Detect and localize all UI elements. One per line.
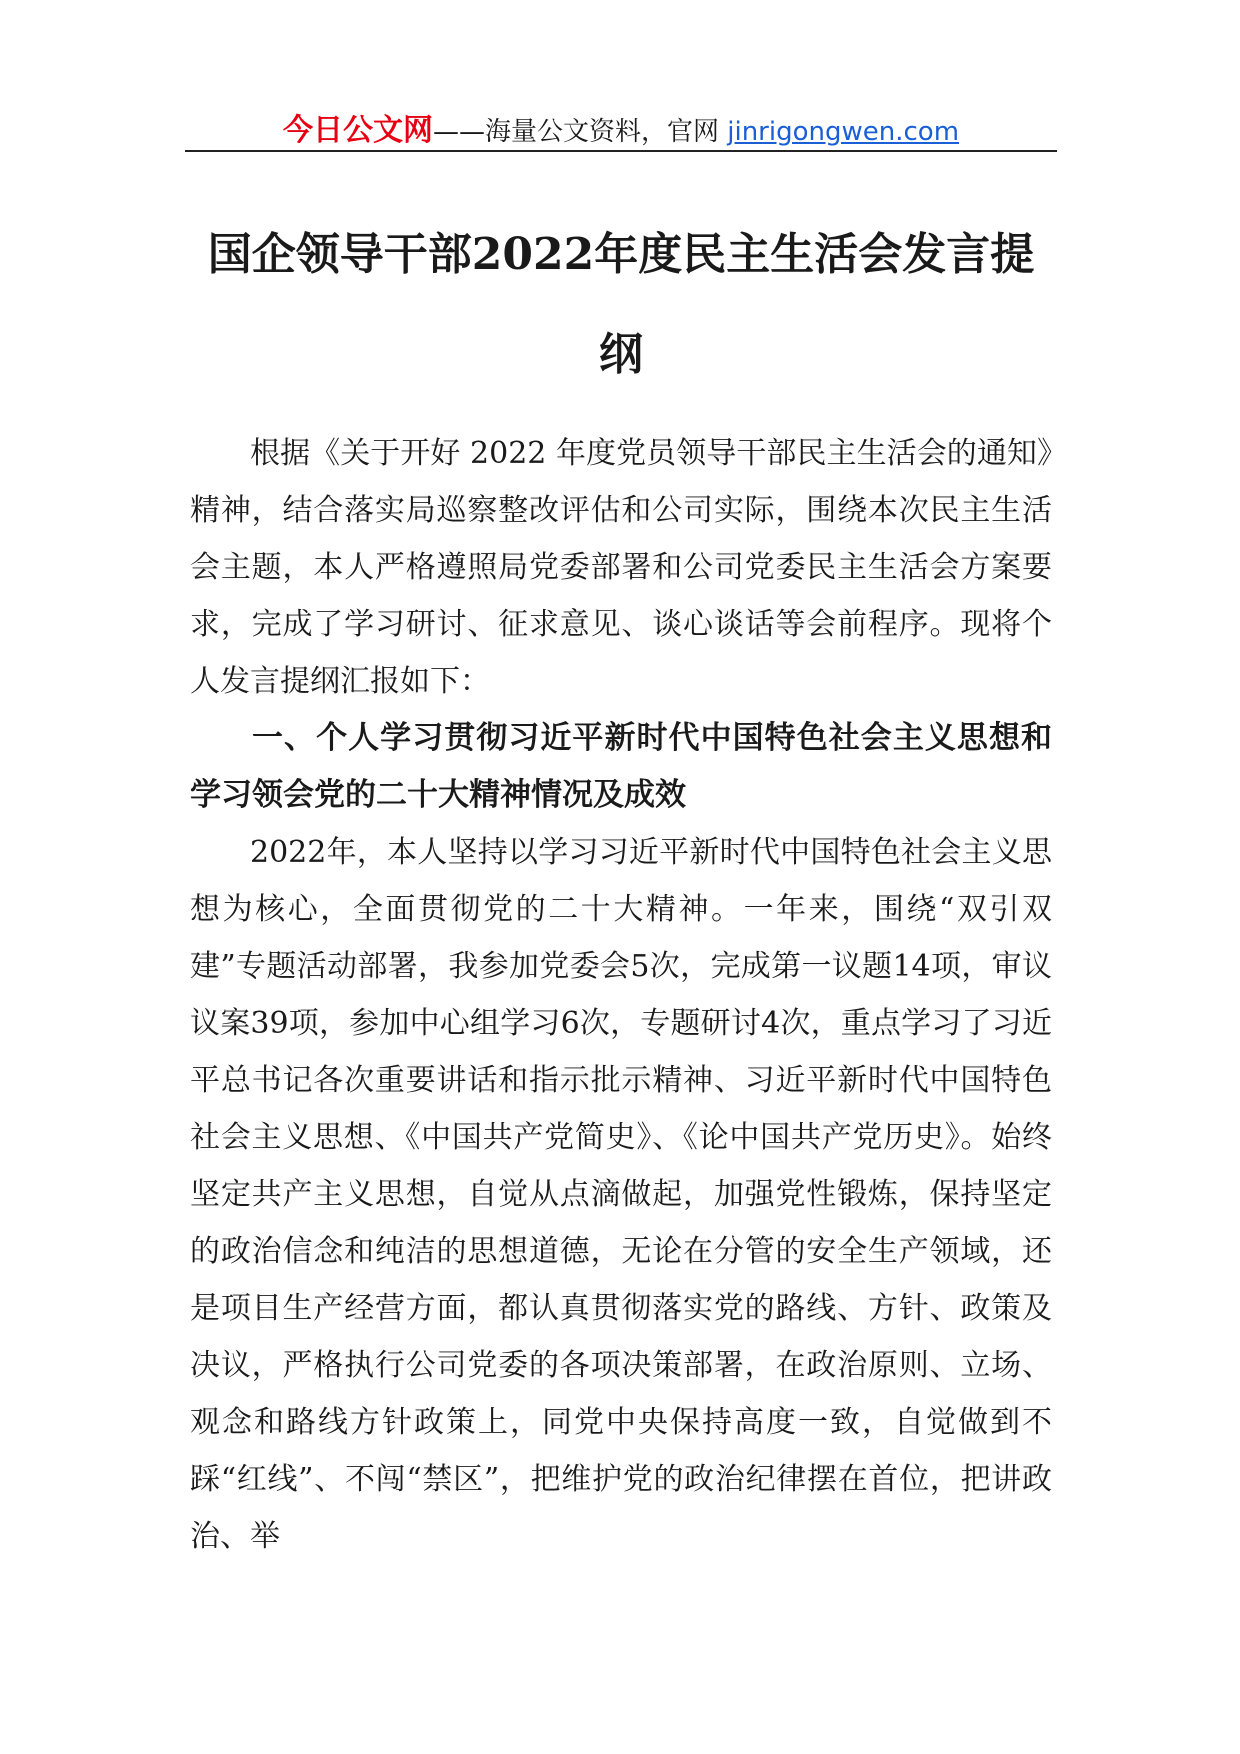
page-header: [185, 105, 1057, 153]
document-body: [190, 425, 1052, 1565]
document-title: 国企领导干部2022年度民主生活会发言提纲: [207, 229, 1035, 380]
brand-name: 今日公文网: [282, 113, 433, 148]
website-link[interactable]: jinrigongwen.com: [727, 117, 960, 147]
section-paragraph: 2022年，本人坚持以学习习近平新时代中国特色社会主义思想为核心，全面贯彻党的二十大精神。一年来，围绕“双引双建”专题活动部署，我参加党委会5次，完成第一议题14项，审议议案39项，参加中心组学习6次，专题研讨4次，重点学习了习近平总书记各次重要讲话和指示批示精神、习近平新时代中国特色社会主义思想、《中国共产党简史》、《论中国共产党历史》。始终坚定共产主义思想，自觉从点滴做起，加强党性锻炼，保持坚定的政治信念和纯洁的思想道德，无论在分管的安全生产领域，还是项目生产经营方面，都认真贯彻落实党的路线、方针、政策及决议，严格执行公司党委的各项决策部署，在政治原则、立场、观念和路线方针政策上，同党中央保持高度一致，自觉做到不踩“红线”、不闯“禁区”，把维护党的政治纪律摆在首位，把讲政治、举: [190, 835, 1052, 1554]
intro-paragraph: 根据《关于开好 2022 年度党员领导干部民主生活会的通知》精神，结合落实局巡察整改评估和公司实际，围绕本次民主生活会主题，本人严格遵照局党委部署和公司党委民主生活会方案要求，完成了学习研讨、征求意见、谈心谈话等会前程序。现将个人发言提纲汇报如下：: [190, 436, 1052, 699]
header-tagline: ——海量公文资料，官网: [432, 117, 728, 147]
section-heading: 一、个人学习贯彻习近平新时代中国特色社会主义思想和学习领会党的二十大精神情况及成效: [190, 720, 1052, 813]
header-divider: [185, 150, 1057, 152]
